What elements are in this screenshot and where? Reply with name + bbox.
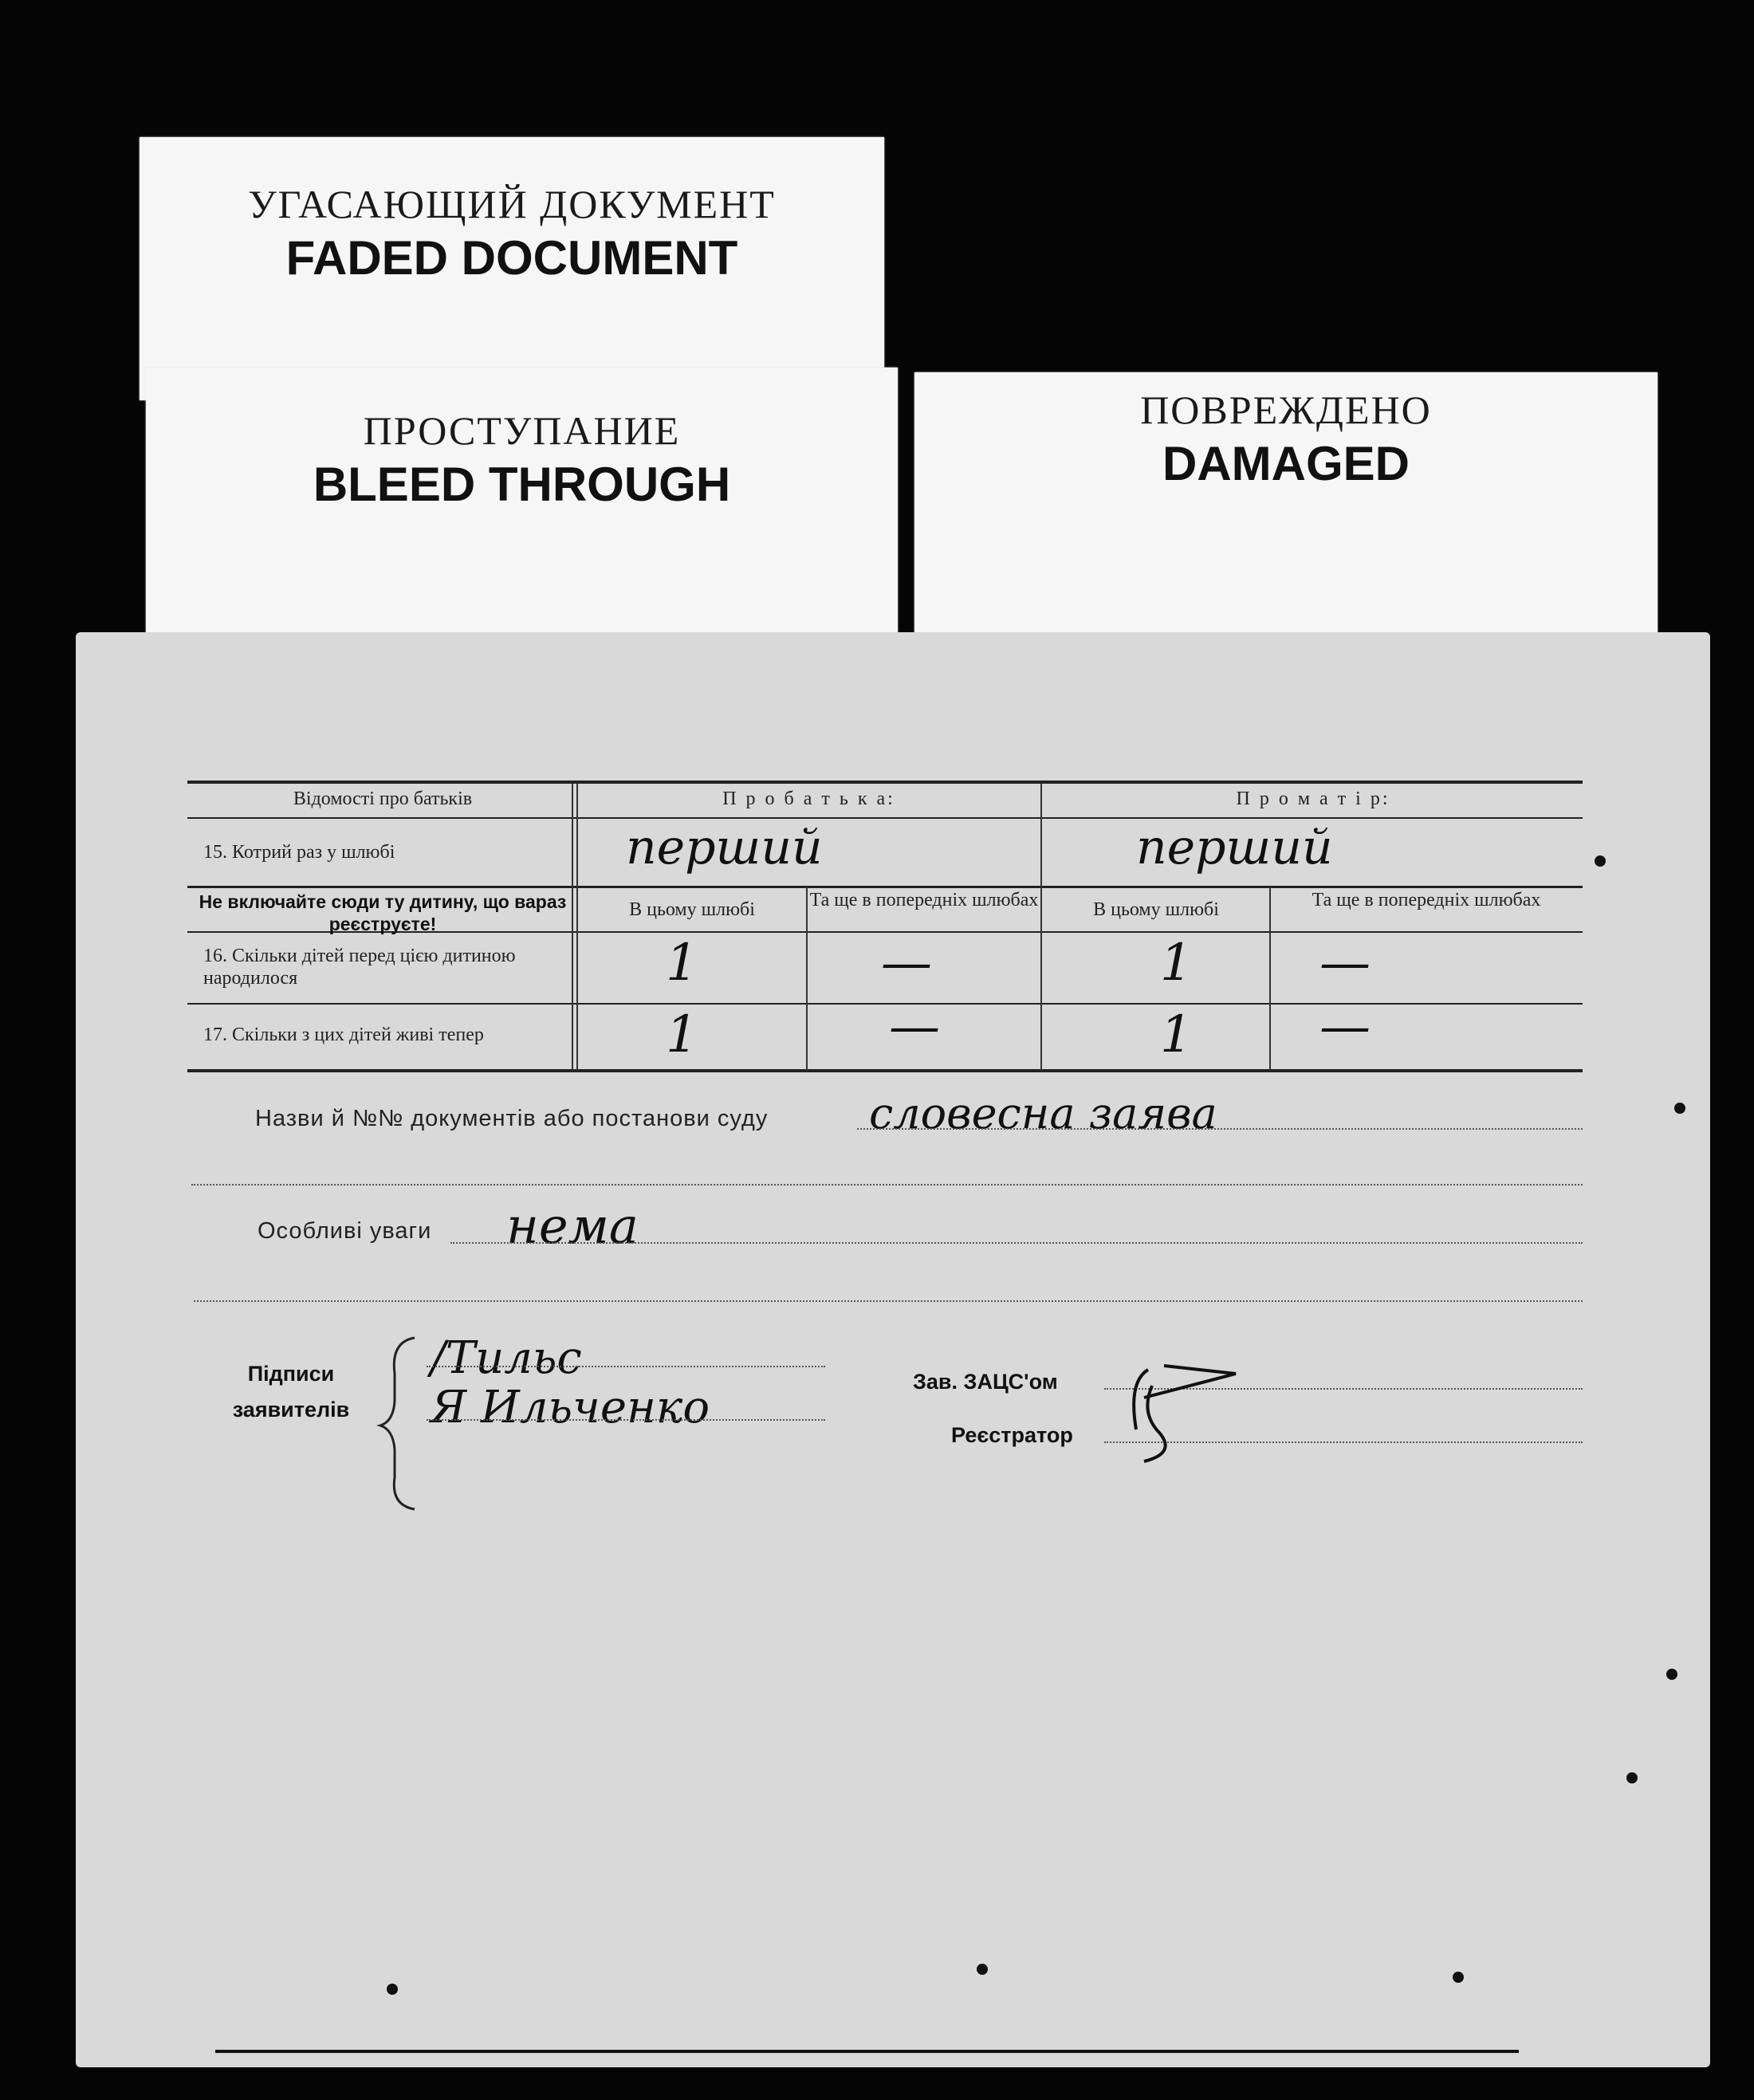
mother-this-marriage-header: В цьому шлюбі: [1093, 899, 1219, 920]
damage-hole: [1666, 1669, 1677, 1680]
documents-value: словесна заява: [869, 1088, 1217, 1138]
row16-father-this: 1: [666, 934, 698, 993]
signatures-label-line2: заявителів: [232, 1398, 350, 1422]
mother-previous-header: Та ще в попередніх шлюбах: [1312, 890, 1541, 910]
document-strokes: [76, 632, 1710, 2067]
damage-hole: [1674, 1103, 1685, 1114]
exclude-child-note: Не включайте сюди ту дитину, що вараз реєструєте!: [199, 891, 567, 934]
damage-hole: [387, 1984, 398, 1995]
notes-label: Особливі уваги: [258, 1218, 432, 1244]
bleed-label-en: BLEED THROUGH: [313, 458, 731, 511]
damage-hole: [1626, 1772, 1638, 1783]
row16-mother-prev: —: [1319, 934, 1371, 993]
father-this-marriage-header: В цьому шлюбі: [629, 899, 755, 920]
row16-father-prev: —: [881, 934, 932, 993]
document-sheet: [76, 632, 1710, 2067]
faded-label-ru: УГАСАЮЩИЙ ДОКУМЕНТ: [248, 182, 776, 226]
damaged-label-ru: ПОВРЕЖДЕНО: [1140, 387, 1432, 432]
row16-label: 16. Скільки дітей перед цією дитиною народилося: [203, 946, 516, 989]
damage-hole: [1595, 855, 1606, 867]
damage-hole: [977, 1964, 988, 1975]
row17-mother-prev: —: [1319, 997, 1371, 1056]
registrar-label: Реєстратор: [951, 1423, 1073, 1447]
row17-father-prev: —: [889, 997, 940, 1056]
father-header: П р о б а т ь к а:: [722, 788, 895, 809]
row16-mother-this: 1: [1160, 934, 1193, 993]
bleed-through-label: [146, 368, 898, 671]
row17-father-this: 1: [666, 1005, 698, 1064]
damaged-label-en: DAMAGED: [1162, 437, 1410, 490]
row15-label: 15. Котрий раз у шлюбі: [203, 842, 395, 863]
father-previous-header: Та ще в попередніх шлюбах: [809, 890, 1039, 910]
row15-mother-value: перший: [1136, 820, 1333, 875]
applicant-signature-1: /Тильс: [431, 1332, 582, 1384]
parents-info-header: Відомості про батьків: [293, 788, 473, 809]
faded-document-label: [140, 137, 884, 400]
documents-label: Назви й №№ документів або постанови суду: [255, 1106, 769, 1131]
mother-header: П р о м а т і р:: [1236, 788, 1390, 809]
damage-hole: [1453, 1972, 1464, 1983]
row15-father-value: перший: [626, 820, 823, 875]
row17-label: 17. Скільки з цих дітей живі тепер: [203, 1024, 484, 1045]
head-of-registry-label: Зав. ЗАЦС'ом: [913, 1370, 1058, 1394]
damaged-label: [914, 372, 1658, 667]
signatures-label-line1: Підписи: [247, 1362, 335, 1386]
applicant-signature-2: Я Ильченко: [431, 1382, 710, 1433]
row17-mother-this: 1: [1160, 1005, 1193, 1064]
faded-label-en: FADED DOCUMENT: [285, 231, 738, 285]
notes-value: нема: [506, 1197, 639, 1255]
bleed-label-ru: ПРОСТУПАНИЕ: [363, 408, 681, 453]
